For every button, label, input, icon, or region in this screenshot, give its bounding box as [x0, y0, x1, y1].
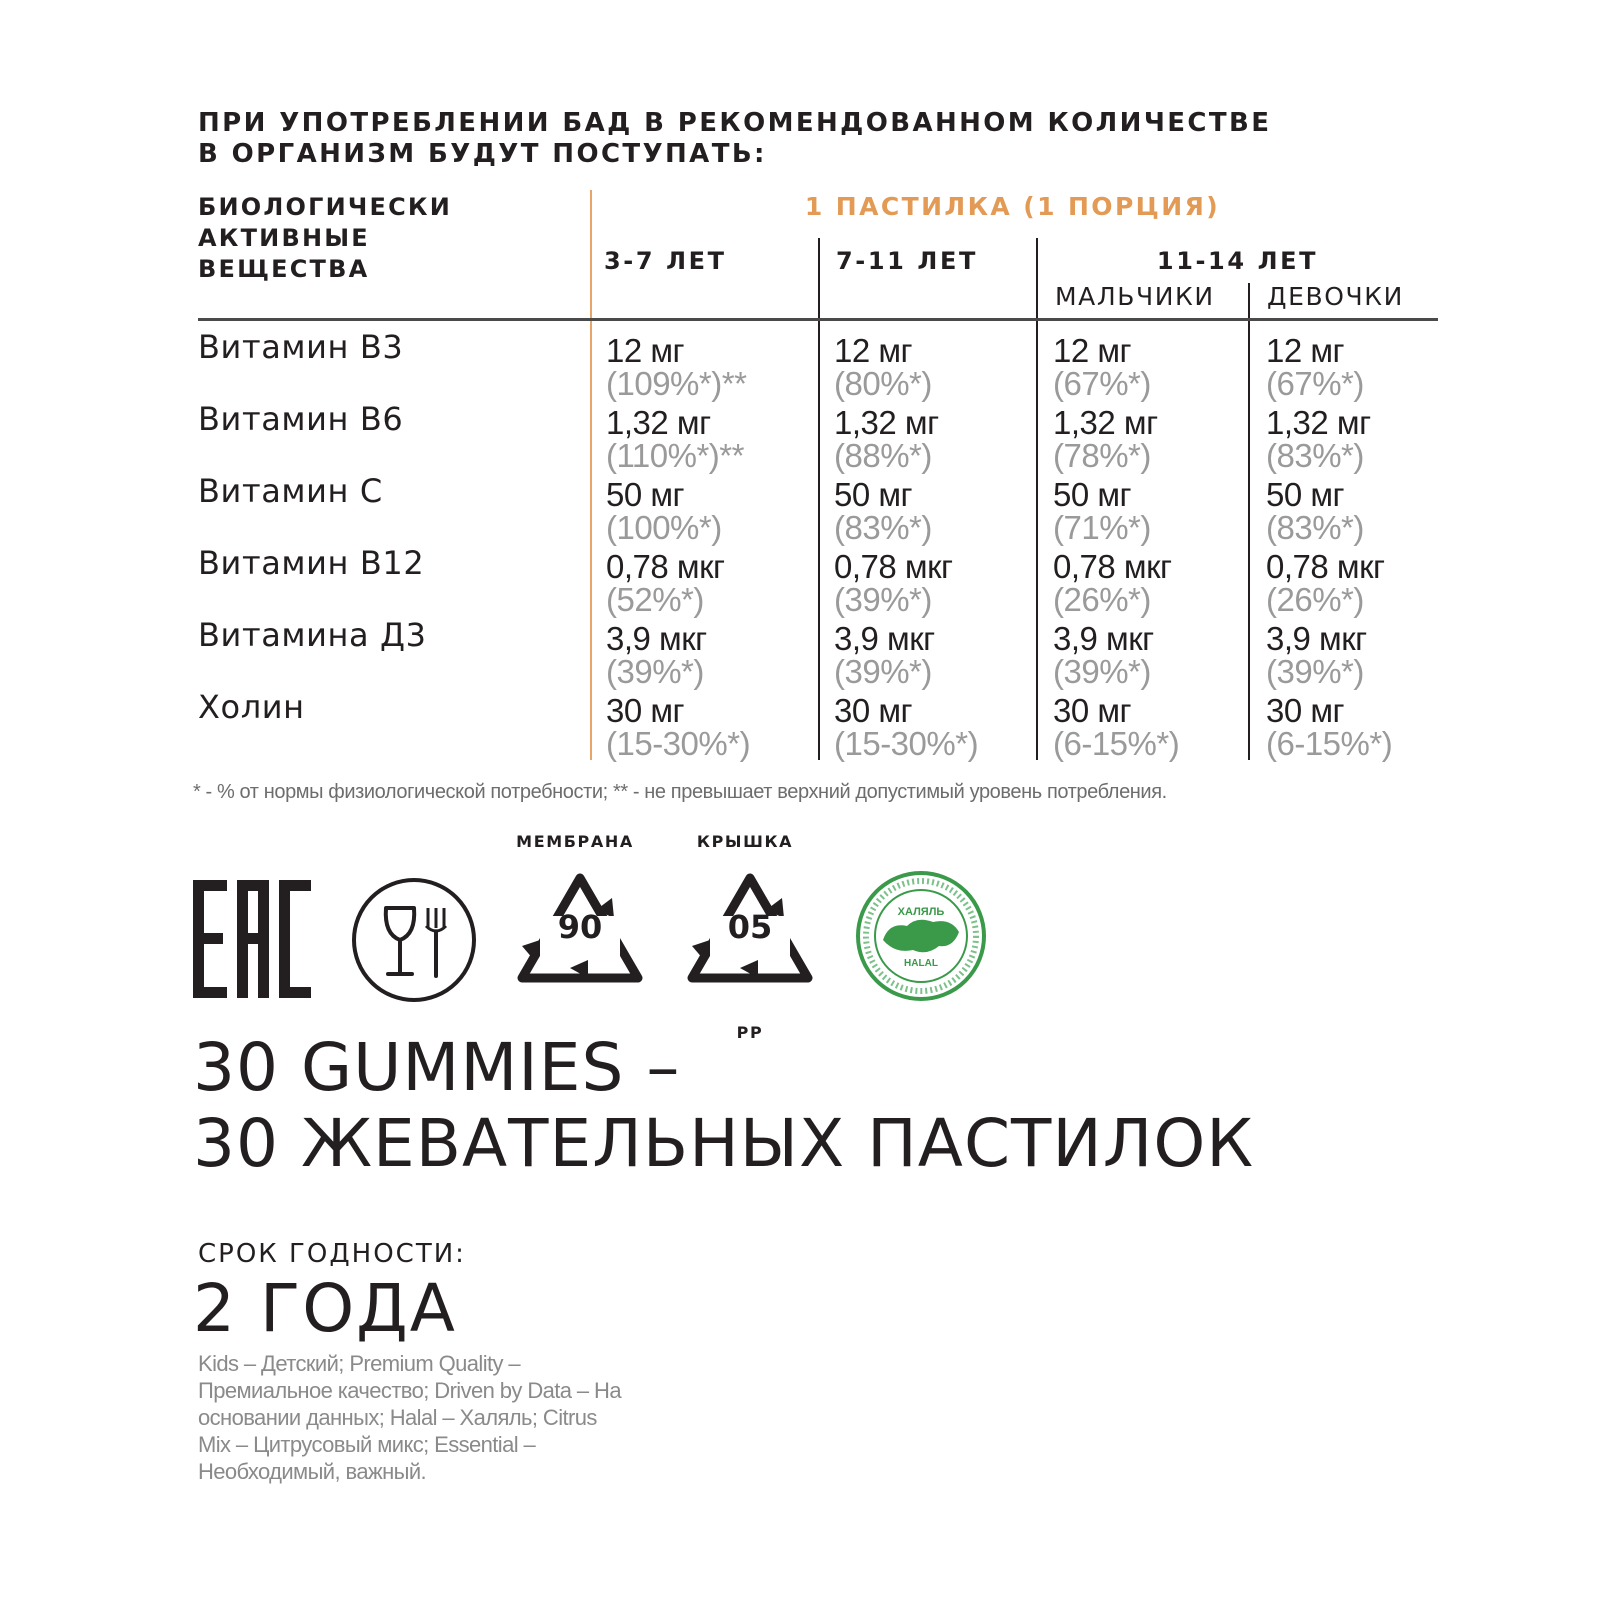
cell-amount: 0,78 мкг [1266, 548, 1385, 585]
shelf-life-label: СРОК ГОДНОСТИ: [198, 1239, 466, 1269]
eac-mark-icon [193, 880, 311, 998]
intro-heading-line2: В ОРГАНИЗМ БУДУТ ПОСТУПАТЬ: [198, 139, 767, 169]
cell-amount: 12 мг [834, 332, 913, 369]
table-divider-3 [1248, 283, 1250, 760]
cell-percent: (67%*) [1266, 365, 1364, 402]
table-divider-orange [590, 190, 592, 760]
table-cell [1053, 406, 1158, 472]
cell-percent: (39%*) [1266, 653, 1364, 690]
portion-header: 1 ПАСТИЛКА (1 ПОРЦИЯ) [804, 192, 1221, 221]
lid-label: КРЫШКА [696, 832, 794, 851]
cell-percent: (83%*) [1266, 437, 1364, 474]
cell-amount: 0,78 мкг [606, 548, 725, 585]
cell-percent: (39%*) [1053, 653, 1151, 690]
age-header-3-7: 3-7 ЛЕТ [604, 247, 727, 275]
cell-amount: 30 мг [1053, 692, 1132, 729]
age-header-11-14: 11-14 ЛЕТ [1156, 247, 1319, 275]
cell-percent: (100%*) [606, 509, 722, 546]
table-cell [1266, 334, 1364, 400]
cell-percent: (83%*) [834, 509, 932, 546]
cell-percent: (110%*)** [606, 437, 744, 474]
bas-column-header [198, 192, 568, 285]
table-cell [834, 334, 932, 400]
table-cell [834, 622, 935, 688]
table-cell [1266, 550, 1385, 616]
cell-percent: (39%*) [834, 581, 932, 618]
table-cell [606, 334, 746, 400]
cell-amount: 1,32 мг [834, 404, 939, 441]
product-title [193, 1030, 1493, 1182]
cell-amount: 12 мг [606, 332, 685, 369]
cell-percent: (52%*) [606, 581, 704, 618]
table-cell [606, 694, 750, 760]
row-name-choline: Холин [198, 688, 305, 726]
table-cell [1266, 406, 1371, 472]
cell-amount: 0,78 мкг [1053, 548, 1172, 585]
cell-percent: (83%*) [1266, 509, 1364, 546]
table-cell [834, 478, 932, 544]
cell-amount: 12 мг [1266, 332, 1345, 369]
cell-percent: (39%*) [834, 653, 932, 690]
pp-label: PP [736, 1023, 764, 1042]
gender-header-girls: ДЕВОЧКИ [1267, 282, 1404, 311]
product-title-line2: 30 ЖЕВАТЕЛЬНЫХ ПАСТИЛОК [193, 1105, 1255, 1182]
row-name-b12: Витамин В12 [198, 544, 425, 582]
table-cell [1053, 550, 1172, 616]
cell-amount: 30 мг [606, 692, 685, 729]
cell-percent: (88%*) [834, 437, 932, 474]
cell-amount: 3,9 мкг [1053, 620, 1154, 657]
table-cell [1053, 478, 1151, 544]
table-cell [1266, 622, 1367, 688]
row-name-d3: Витамина Д3 [198, 616, 427, 654]
row-name-b3: Витамин В3 [198, 328, 404, 366]
table-divider-1 [818, 238, 820, 760]
cell-percent: (80%*) [834, 365, 932, 402]
recycle-code-90: 90 [557, 908, 603, 946]
cell-amount: 30 мг [1266, 692, 1345, 729]
cell-amount: 30 мг [834, 692, 913, 729]
table-cell [834, 550, 953, 616]
cell-percent: (15-30%*) [606, 725, 751, 762]
cell-amount: 50 мг [834, 476, 913, 513]
recycle-lid-icon [680, 868, 820, 998]
cell-amount: 12 мг [1053, 332, 1132, 369]
cell-amount: 50 мг [606, 476, 685, 513]
product-title-line1: 30 GUMMIES – [193, 1029, 681, 1106]
cell-percent: (26%*) [1266, 581, 1364, 618]
membrane-label: МЕМБРАНА [516, 832, 634, 851]
cell-percent: (78%*) [1053, 437, 1151, 474]
halal-top-text: ХАЛЯЛЬ [897, 906, 945, 918]
table-cell [1266, 478, 1364, 544]
table-cell [1266, 694, 1392, 760]
food-contact-icon [350, 876, 478, 1004]
table-cell [1053, 622, 1154, 688]
age-header-7-11: 7-11 ЛЕТ [836, 247, 978, 275]
table-cell [834, 694, 978, 760]
table-cell [606, 622, 707, 688]
cell-percent: (71%*) [1053, 509, 1151, 546]
cell-amount: 3,9 мкг [606, 620, 707, 657]
cell-amount: 1,32 мг [606, 404, 711, 441]
halal-seal-graphic [855, 870, 987, 1002]
cell-percent: (6-15%*) [1053, 725, 1180, 762]
cell-percent: (67%*) [1053, 365, 1151, 402]
cell-amount: 50 мг [1053, 476, 1132, 513]
footnote: * - % от нормы физиологической потребности; ** - не превышает верхний допустимый уровень потребления. [193, 781, 1167, 803]
glass-fork-graphic [350, 876, 478, 1004]
table-cell [1053, 334, 1151, 400]
cell-percent: (109%*)** [606, 365, 747, 402]
halal-bottom-text: HALAL [904, 958, 938, 969]
row-name-b6: Витамин В6 [198, 400, 404, 438]
halal-badge-icon [855, 870, 987, 1002]
cell-amount: 0,78 мкг [834, 548, 953, 585]
bas-header-line2: АКТИВНЫЕ [198, 224, 370, 252]
table-cell [606, 406, 744, 472]
table-cell [606, 478, 722, 544]
cell-percent: (26%*) [1053, 581, 1151, 618]
intro-heading [198, 108, 1438, 170]
cell-percent: (15-30%*) [834, 725, 979, 762]
glossary-text: Kids – Детский; Premium Quality – Премиальное качество; Driven by Data – На основании данных; Halal – Халяль; Citrus Mix – Цитрусовый микс; Essential – Необходимый, важный. [198, 1351, 621, 1484]
table-header-rule [198, 318, 1438, 321]
bas-header-line3: ВЕЩЕСТВА [198, 255, 370, 283]
cell-percent: (6-15%*) [1266, 725, 1393, 762]
table-cell [606, 550, 725, 616]
cell-amount: 1,32 мг [1266, 404, 1371, 441]
cell-amount: 3,9 мкг [834, 620, 935, 657]
gender-header-boys: МАЛЬЧИКИ [1055, 282, 1215, 311]
row-name-c: Витамин С [198, 472, 383, 510]
recycle-code-05: 05 [727, 908, 773, 946]
eac-mark-graphic [193, 880, 311, 998]
recycle-membrane-icon [510, 868, 650, 998]
table-cell [1053, 694, 1179, 760]
shelf-life-value: 2 ГОДА [193, 1270, 457, 1347]
bas-header-line1: БИОЛОГИЧЕСКИ [198, 193, 453, 221]
table-cell [834, 406, 939, 472]
cell-percent: (39%*) [606, 653, 704, 690]
cell-amount: 3,9 мкг [1266, 620, 1367, 657]
table-divider-2 [1036, 238, 1038, 760]
intro-heading-line1: ПРИ УПОТРЕБЛЕНИИ БАД В РЕКОМЕНДОВАННОМ КОЛИЧЕСТВЕ [198, 108, 1272, 138]
cell-amount: 1,32 мг [1053, 404, 1158, 441]
cell-amount: 50 мг [1266, 476, 1345, 513]
